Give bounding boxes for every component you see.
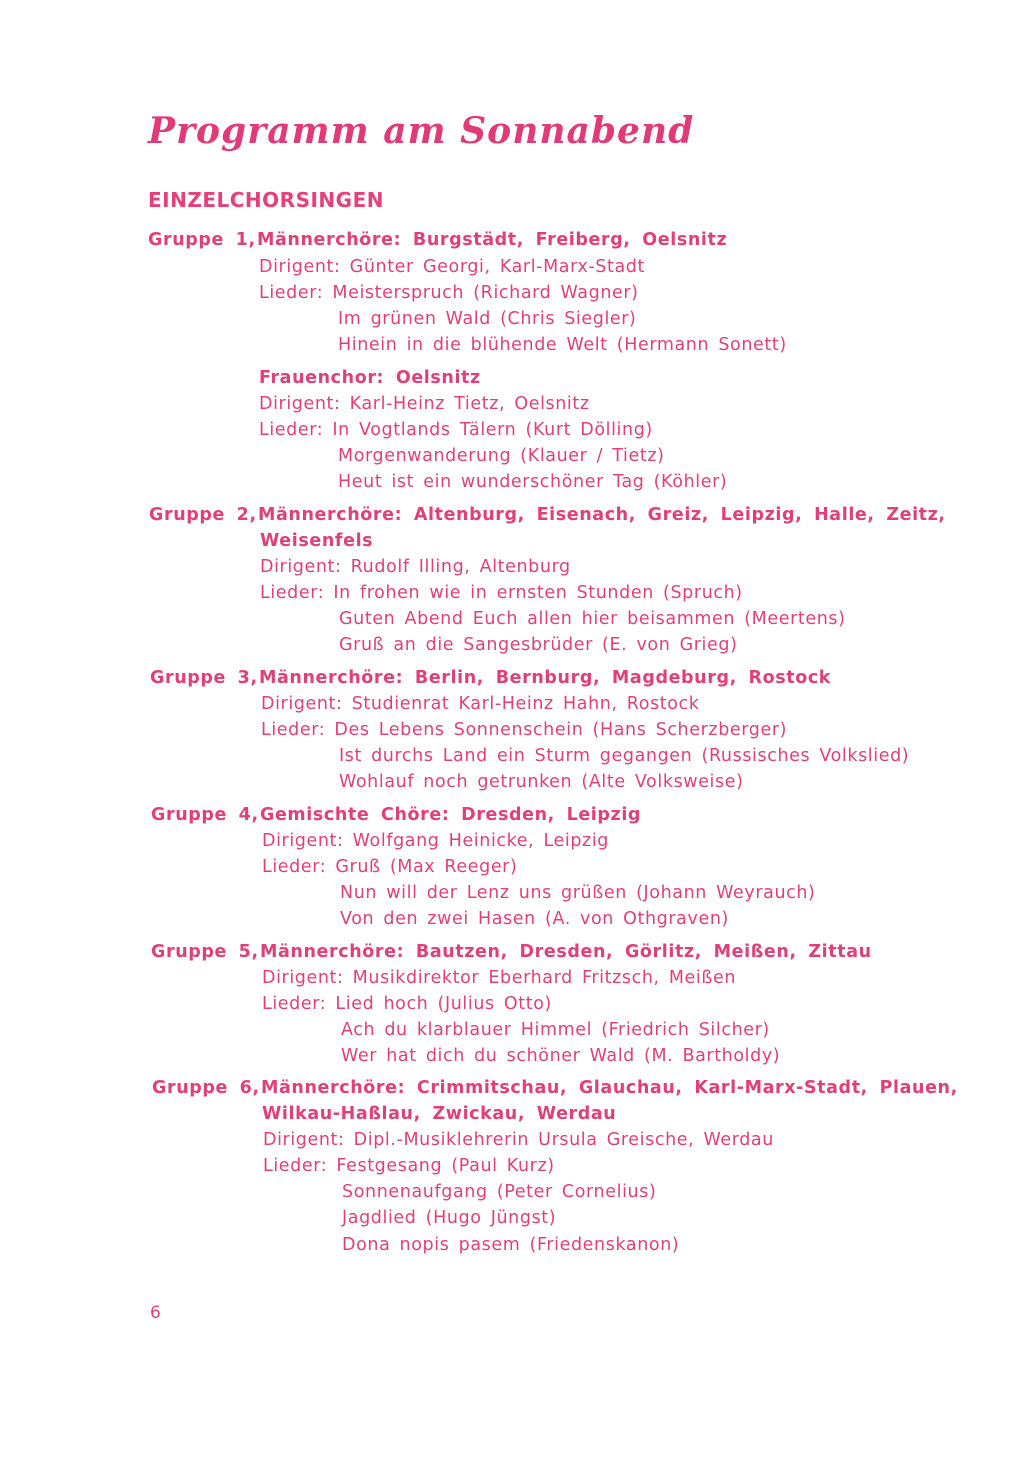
group-song: Nun will der Lenz uns grüßen (Johann Weyrauch) (340, 883, 816, 903)
group-song: Ach du klarblauer Himmel (Friedrich Silcher) (341, 1020, 770, 1040)
page-number: 6 (150, 1303, 161, 1323)
group-songs-first: Lieder: Festgesang (Paul Kurz) (263, 1156, 555, 1176)
section-heading: EINZELCHORSINGEN (148, 188, 384, 212)
group-choirs: Männerchöre: Bautzen, Dresden, Görlitz, Meißen, Zittau (260, 942, 872, 962)
group-conductor: Dirigent: Musikdirektor Eberhard Fritzsch, Meißen (262, 968, 737, 988)
group-song: Jagdlied (Hugo Jüngst) (342, 1208, 557, 1228)
group-songs-first: Lieder: Gruß (Max Reeger) (262, 857, 518, 877)
group-choirs: Gemischte Chöre: Dresden, Leipzig (260, 805, 642, 825)
group-song: Gruß an die Sangesbrüder (E. von Grieg) (339, 635, 738, 655)
group-label: Gruppe 2, (149, 505, 257, 525)
group-choirs: Männerchöre: Altenburg, Eisenach, Greiz, Leipzig, Halle, Zeitz, (258, 505, 946, 525)
page-title: Programm am Sonnabend (148, 110, 695, 152)
group-song: Sonnenaufgang (Peter Cornelius) (342, 1182, 657, 1202)
group-conductor: Dirigent: Dipl.-Musiklehrerin Ursula Greische, Werdau (263, 1130, 774, 1150)
group-song: Wer hat dich du schöner Wald (M. Bartholdy) (341, 1046, 781, 1066)
group-song: Hinein in die blühende Welt (Hermann Sonett) (338, 335, 787, 355)
group-subsongs-first: Lieder: In Vogtlands Tälern (Kurt Dölling) (259, 420, 653, 440)
group-label: Gruppe 1, (148, 230, 256, 250)
group-song: Von den zwei Hasen (A. von Othgraven) (340, 909, 729, 929)
group-choirs: Männerchöre: Burgstädt, Freiberg, Oelsnitz (257, 230, 728, 250)
group-subconductor: Dirigent: Karl-Heinz Tietz, Oelsnitz (259, 394, 590, 414)
group-songs-first: Lieder: In frohen wie in ernsten Stunden (Spruch) (260, 583, 743, 603)
group-label: Gruppe 5, (151, 942, 259, 962)
group-label: Gruppe 6, (152, 1078, 260, 1098)
group-conductor: Dirigent: Wolfgang Heinicke, Leipzig (262, 831, 609, 851)
group-song: Ist durchs Land ein Sturm gegangen (Russisches Volkslied) (339, 746, 910, 766)
group-songs-first: Lieder: Lied hoch (Julius Otto) (262, 994, 552, 1014)
group-song: Im grünen Wald (Chris Siegler) (338, 309, 637, 329)
group-song: Dona nopis pasem (Friedenskanon) (342, 1235, 680, 1255)
group-songs-first: Lieder: Des Lebens Sonnenschein (Hans Scherzberger) (261, 720, 788, 740)
group-choirs-continued: Weisenfels (260, 531, 374, 551)
group-choirs: Männerchöre: Crimmitschau, Glauchau, Karl-Marx-Stadt, Plauen, (261, 1078, 958, 1098)
group-choirs: Männerchöre: Berlin, Bernburg, Magdeburg, Rostock (259, 668, 832, 688)
group-conductor: Dirigent: Studienrat Karl-Heinz Hahn, Rostock (261, 694, 700, 714)
group-songs-first: Lieder: Meisterspruch (Richard Wagner) (259, 283, 639, 303)
group-song: Heut ist ein wunderschöner Tag (Köhler) (338, 472, 728, 492)
group-song: Guten Abend Euch allen hier beisammen (Meertens) (339, 609, 846, 629)
group-conductor: Dirigent: Rudolf Illing, Altenburg (260, 557, 571, 577)
group-song: Morgenwanderung (Klauer / Tietz) (338, 446, 665, 466)
group-label: Gruppe 3, (150, 668, 258, 688)
group-choirs-continued: Wilkau-Haßlau, Zwickau, Werdau (262, 1104, 617, 1124)
group-label: Gruppe 4, (151, 805, 259, 825)
group-subchoir: Frauenchor: Oelsnitz (259, 368, 481, 388)
group-song: Wohlauf noch getrunken (Alte Volksweise) (339, 772, 744, 792)
group-conductor: Dirigent: Günter Georgi, Karl-Marx-Stadt (259, 257, 645, 277)
